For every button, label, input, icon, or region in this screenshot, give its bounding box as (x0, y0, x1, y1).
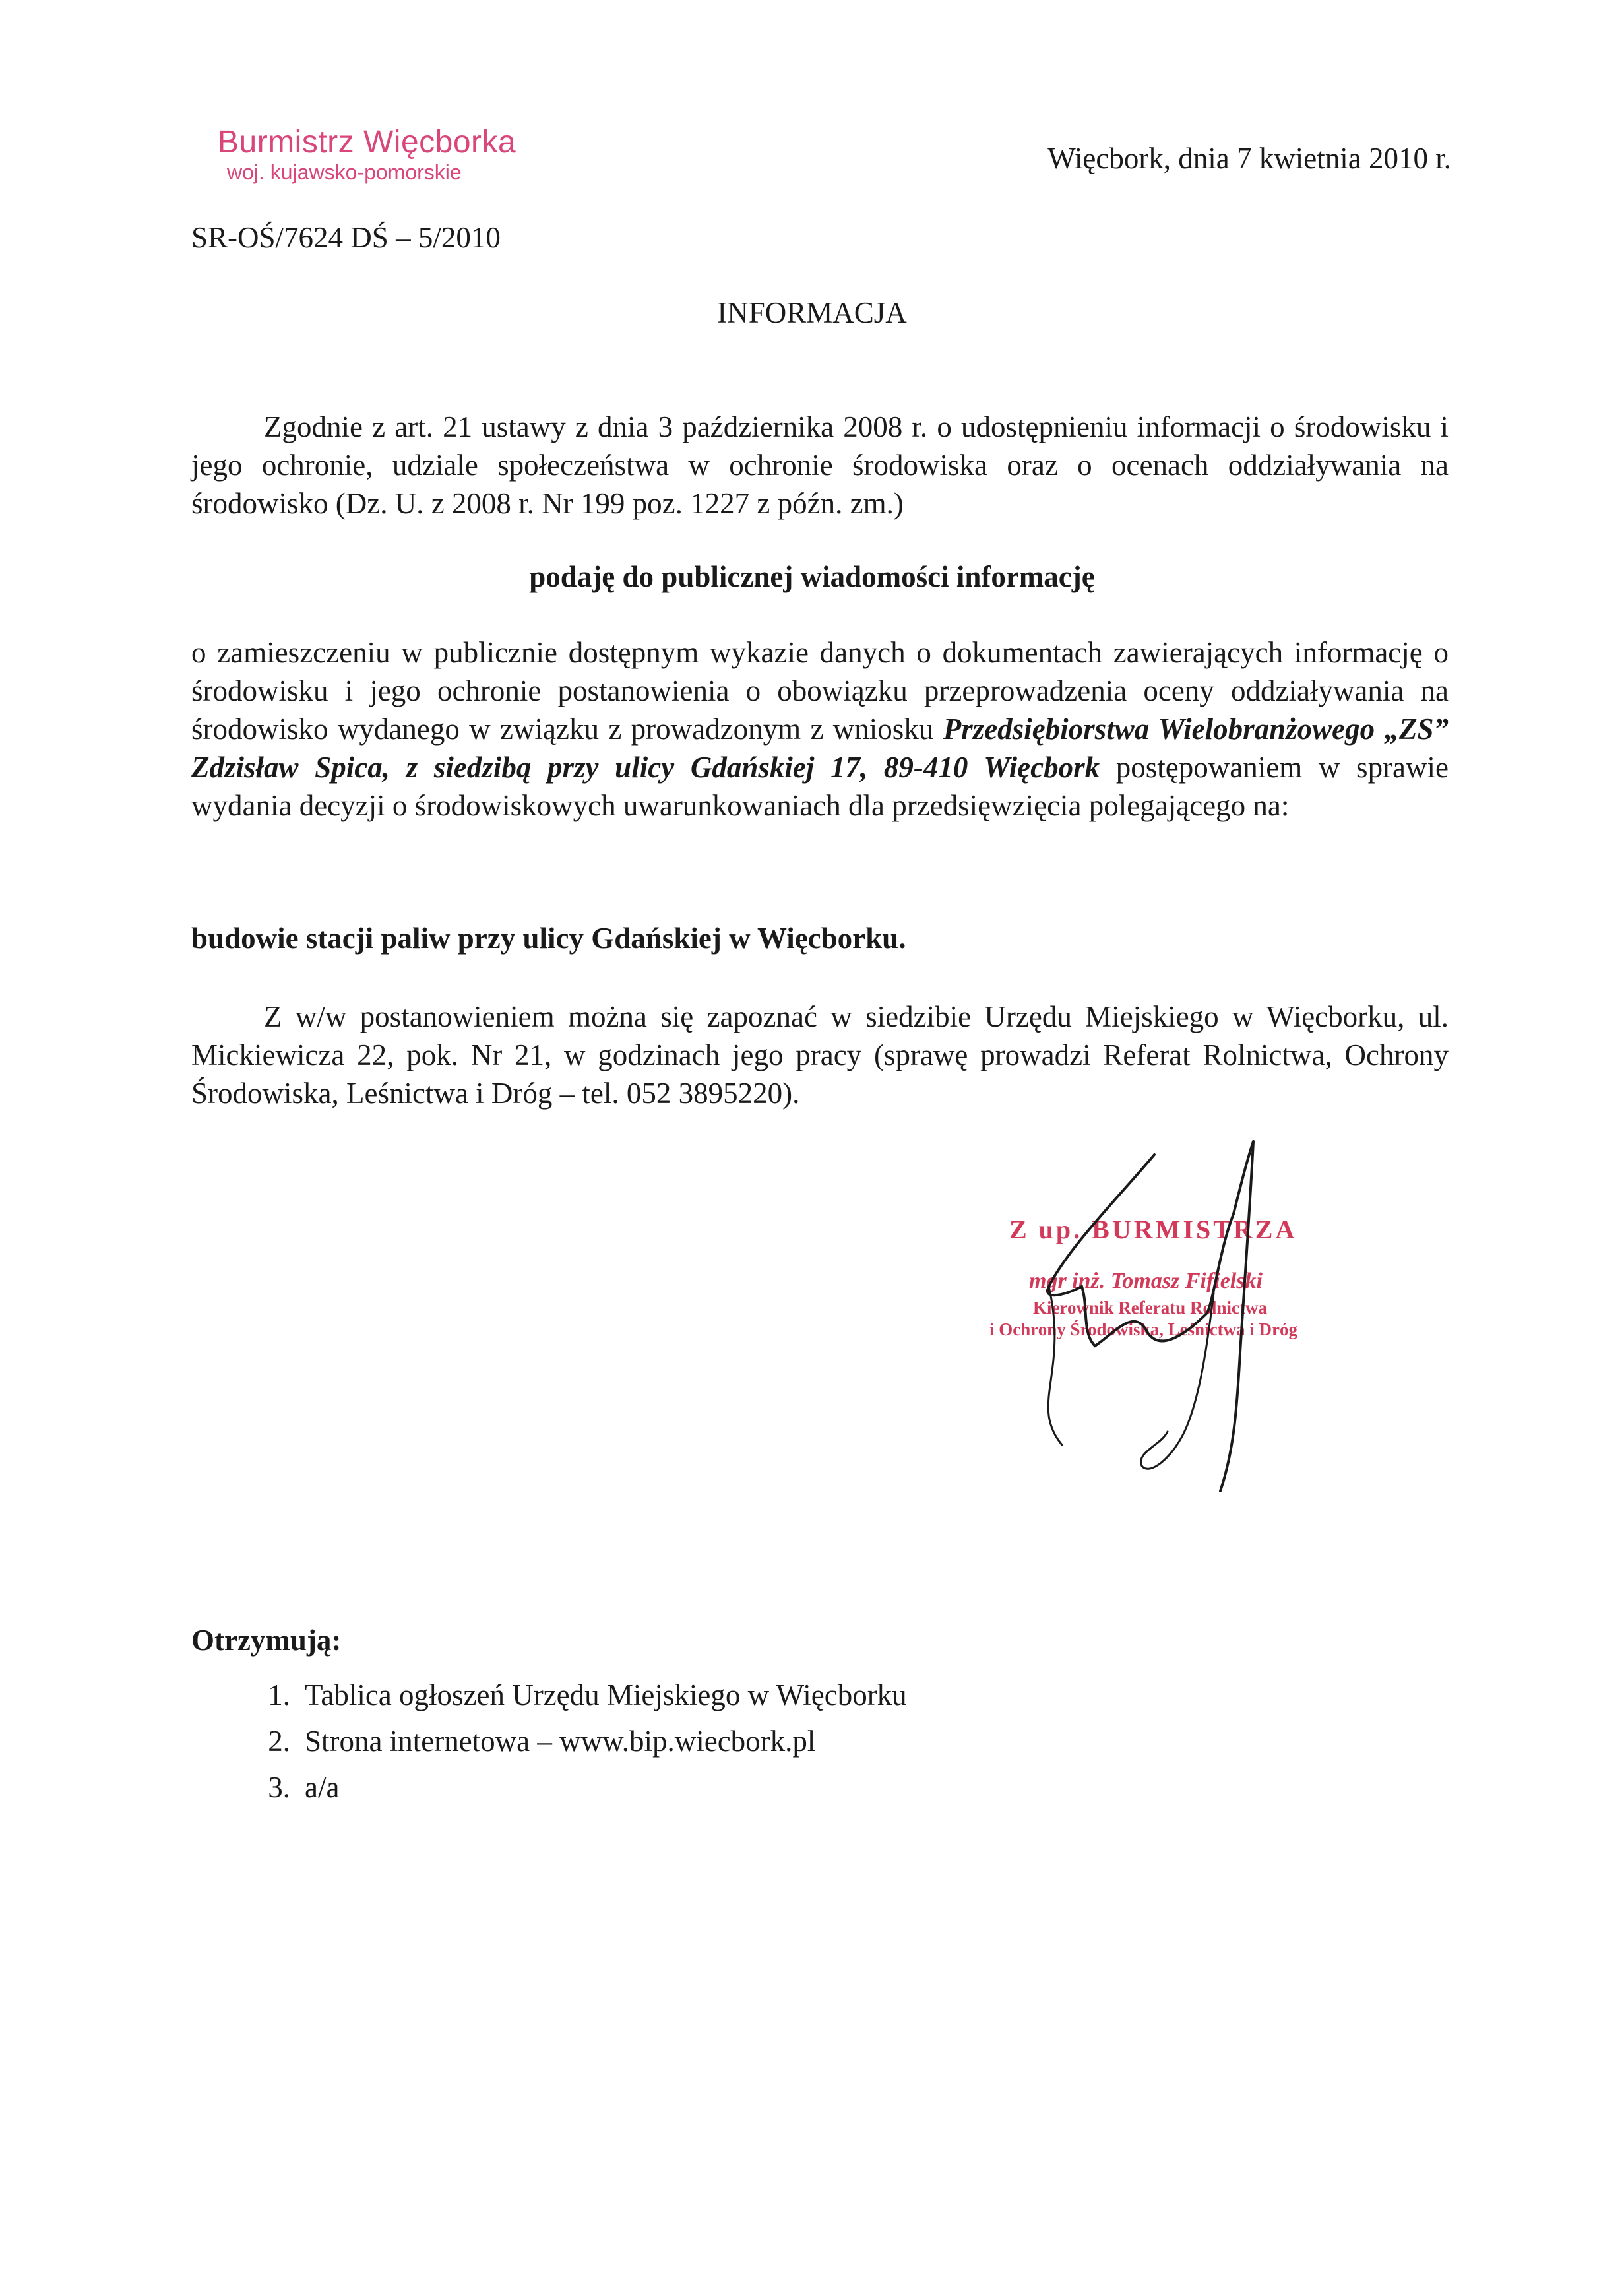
recipients-heading: Otrzymują: (191, 1624, 342, 1657)
signature-stamp-position: Kierownik Referatu Rolnictwa (1033, 1298, 1267, 1318)
reference-number: SR-OŚ/7624 DŚ – 5/2010 (191, 221, 501, 254)
signature-stamp-authority: Z up. BURMISTRZA (1009, 1215, 1297, 1244)
recipient-text: a/a (305, 1771, 340, 1804)
document-title: INFORMACJA (717, 296, 907, 329)
office-stamp (218, 124, 516, 185)
information-text-start: o zamieszczeniu w publicznie dostępnym wykazie danych o dokumentach zawierających informację o środowisku i jego ochronie postanowienia o obowiązku przeprowadzenia oceny oddziaływania na środowisko wydanego w związku z prowadzonym z wniosku (191, 636, 1449, 746)
information-text-end: postępowaniem w sprawie wydania decyzji o środowiskowych uwarunkowaniach dla przedsięwzięcia polegającego na: (191, 751, 1449, 822)
project-description: budowie stacji paliw przy ulicy Gdańskiej w Więcborku. (191, 922, 906, 955)
recipient-text: Tablica ogłoszeń Urzędu Miejskiego w Więcborku (305, 1678, 907, 1711)
legal-basis-paragraph: Zgodnie z art. 21 ustawy z dnia 3 października 2008 r. o udostępnieniu informacji o środowisku i jego ochronie, udziale społeczeństwa w ochronie środowiska oraz o ocenach oddziaływania na środowisko (Dz. U. z 2008 r. Nr 199 poz. 1227 z późn. zm.) (191, 410, 1449, 520)
recipient-item (191, 1718, 907, 1764)
announcement-heading: podaję do publicznej wiadomości informację (529, 560, 1095, 593)
recipients-list (191, 1672, 907, 1810)
recipient-number: 1. (268, 1678, 290, 1711)
recipient-item (191, 1764, 907, 1810)
information-paragraph (191, 633, 1449, 825)
recipient-text: Strona internetowa – www.bip.wiecbork.pl (305, 1725, 816, 1758)
signature-stamp-department: i Ochrony Środowiska, Leśnictwa i Dróg (989, 1320, 1298, 1339)
office-stamp-title: Burmistrz Więcborka (218, 125, 516, 160)
office-stamp-region: woj. kujawsko-pomorskie (227, 160, 462, 185)
recipient-item (191, 1672, 907, 1718)
access-info-paragraph: Z w/w postanowieniem można się zapoznać w siedzibie Urzędu Miejskiego w Więcborku, ul. Mickiewicza 22, pok. Nr 21, w godzinach jego pracy (sprawę prowadzi Referat Rolnictwa, Ochrony Środowiska, Leśnictwa i Dróg – tel. 052 3895220). (191, 1000, 1449, 1110)
handwritten-signature (989, 1135, 1359, 1504)
signature-stamp-name: mgr inż. Tomasz Fifielski (1029, 1269, 1263, 1293)
recipient-number: 3. (268, 1771, 290, 1804)
applicant-name: Przedsiębiorstwa Wielobranżowego „ZS” Zdzisław Spica, z siedzibą przy ulicy Gdańskiej 17, 89-410 Więcbork (191, 713, 1449, 784)
recipient-number: 2. (268, 1725, 290, 1758)
place-and-date: Więcbork, dnia 7 kwietnia 2010 r. (1047, 142, 1451, 175)
